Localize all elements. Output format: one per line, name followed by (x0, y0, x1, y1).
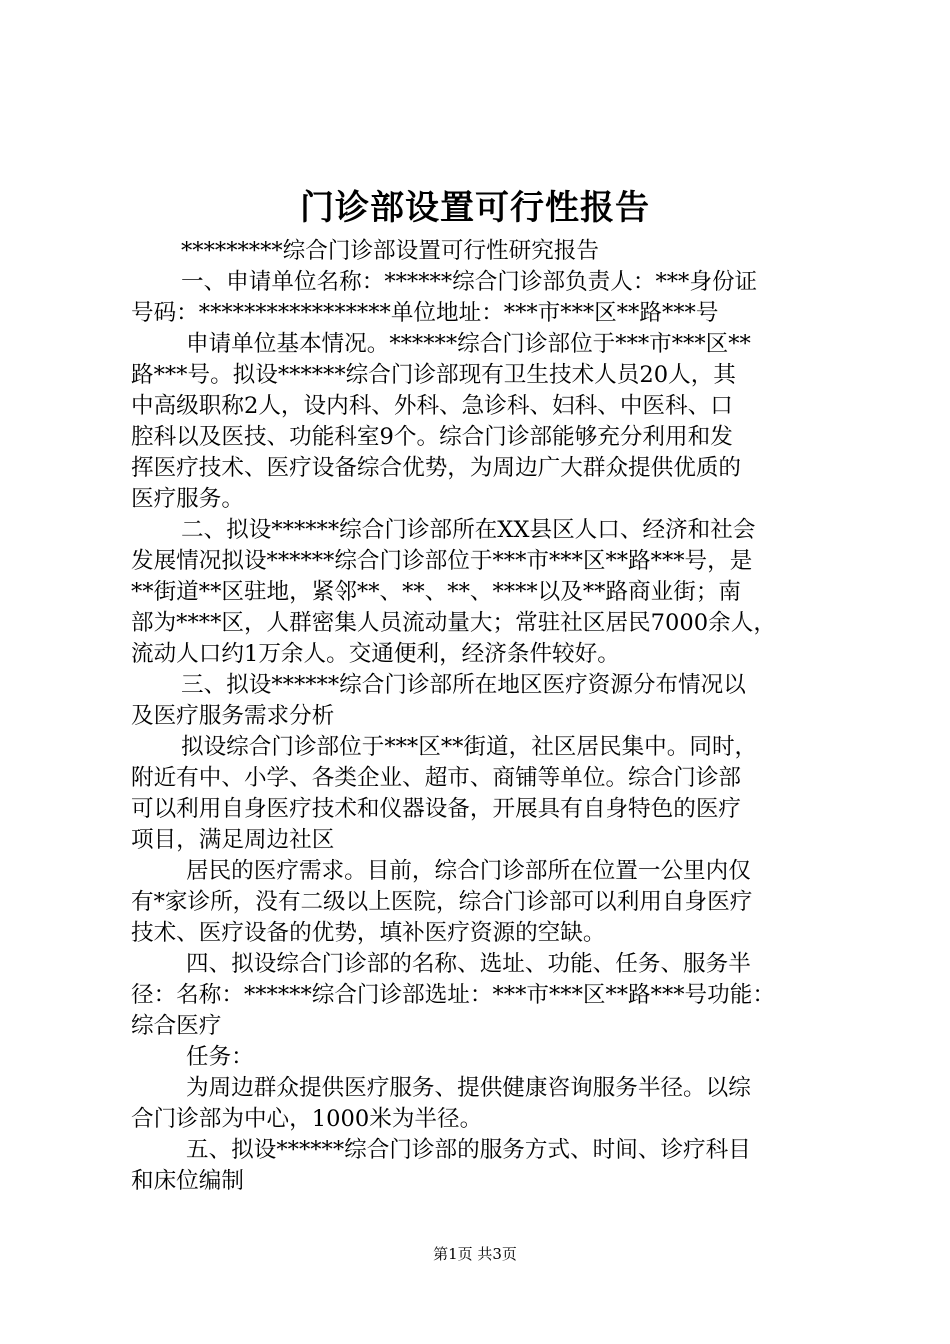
text-line: 部为****区，人群密集人员流动量大；常驻社区居民7000余人， (131, 610, 776, 636)
text-line: 医疗服务。 (131, 486, 244, 512)
text-line: 居民的医疗需求。目前，综合门诊部所在位置一公里内仅 (186, 858, 751, 884)
text-line: 任务： (186, 1044, 254, 1070)
text-line: 技术、医疗设备的优势，填补医疗资源的空缺。 (131, 920, 606, 946)
text-line: 流动人口约1万余人。交通便利，经济条件较好。 (131, 641, 620, 667)
text-line: 三、拟设******综合门诊部所在地区医疗资源分布情况以 (181, 672, 746, 698)
text-line: 腔科以及医技、功能科室9个。综合门诊部能够充分利用和发 (131, 424, 733, 450)
text-line: *********综合门诊部设置可行性研究报告 (181, 238, 599, 264)
text-line: 一、申请单位名称：******综合门诊部负责人：***身份证 (181, 269, 758, 295)
text-line: 四、拟设综合门诊部的名称、选址、功能、任务、服务半 (186, 951, 751, 977)
document-title: 门诊部设置可行性报告 (300, 188, 650, 228)
text-line: 挥医疗技术、医疗设备综合优势，为周边广大群众提供优质的 (131, 455, 742, 481)
text-line: 号码：*****************单位地址：***市***区**路***号 (131, 300, 719, 326)
page-footer: 第1页 共3页 (433, 1245, 517, 1263)
text-line: 路***号。拟设******综合门诊部现有卫生技术人员20人，其 (131, 362, 736, 388)
text-line: 项目，满足周边社区 (131, 827, 335, 853)
text-line: **街道**区驻地，紧邻**、**、**、****以及**路商业街；南 (131, 579, 742, 605)
text-line: 拟设综合门诊部位于***区**街道，社区居民集中。同时， (181, 734, 758, 760)
text-line: 可以利用自身医疗技术和仪器设备，开展具有自身特色的医疗 (131, 796, 742, 822)
text-line: 有*家诊所，没有二级以上医院，综合门诊部可以利用自身医疗 (131, 889, 753, 915)
text-line: 发展情况拟设******综合门诊部位于***市***区**路***号，是 (131, 548, 753, 574)
text-line: 径：名称：******综合门诊部选址：***市***区**路***号功能： (131, 982, 775, 1008)
text-line: 申请单位基本情况。******综合门诊部位于***市***区** (186, 331, 751, 357)
text-line: 合门诊部为中心，1000米为半径。 (131, 1106, 483, 1132)
text-line: 五、拟设******综合门诊部的服务方式、时间、诊疗科目 (186, 1137, 751, 1163)
text-line: 及医疗服务需求分析 (131, 703, 335, 729)
text-line: 为周边群众提供医疗服务、提供健康咨询服务半径。以综 (186, 1075, 751, 1101)
text-line: 二、拟设******综合门诊部所在XX县区人口、经济和社会 (181, 517, 756, 543)
text-line: 综合医疗 (131, 1013, 222, 1039)
text-line: 附近有中、小学、各类企业、超市、商铺等单位。综合门诊部 (131, 765, 742, 791)
document-body (131, 236, 835, 1197)
text-line: 和床位编制 (131, 1168, 244, 1194)
text-line: 中高级职称2人，设内科、外科、急诊科、妇科、中医科、口 (131, 393, 733, 419)
